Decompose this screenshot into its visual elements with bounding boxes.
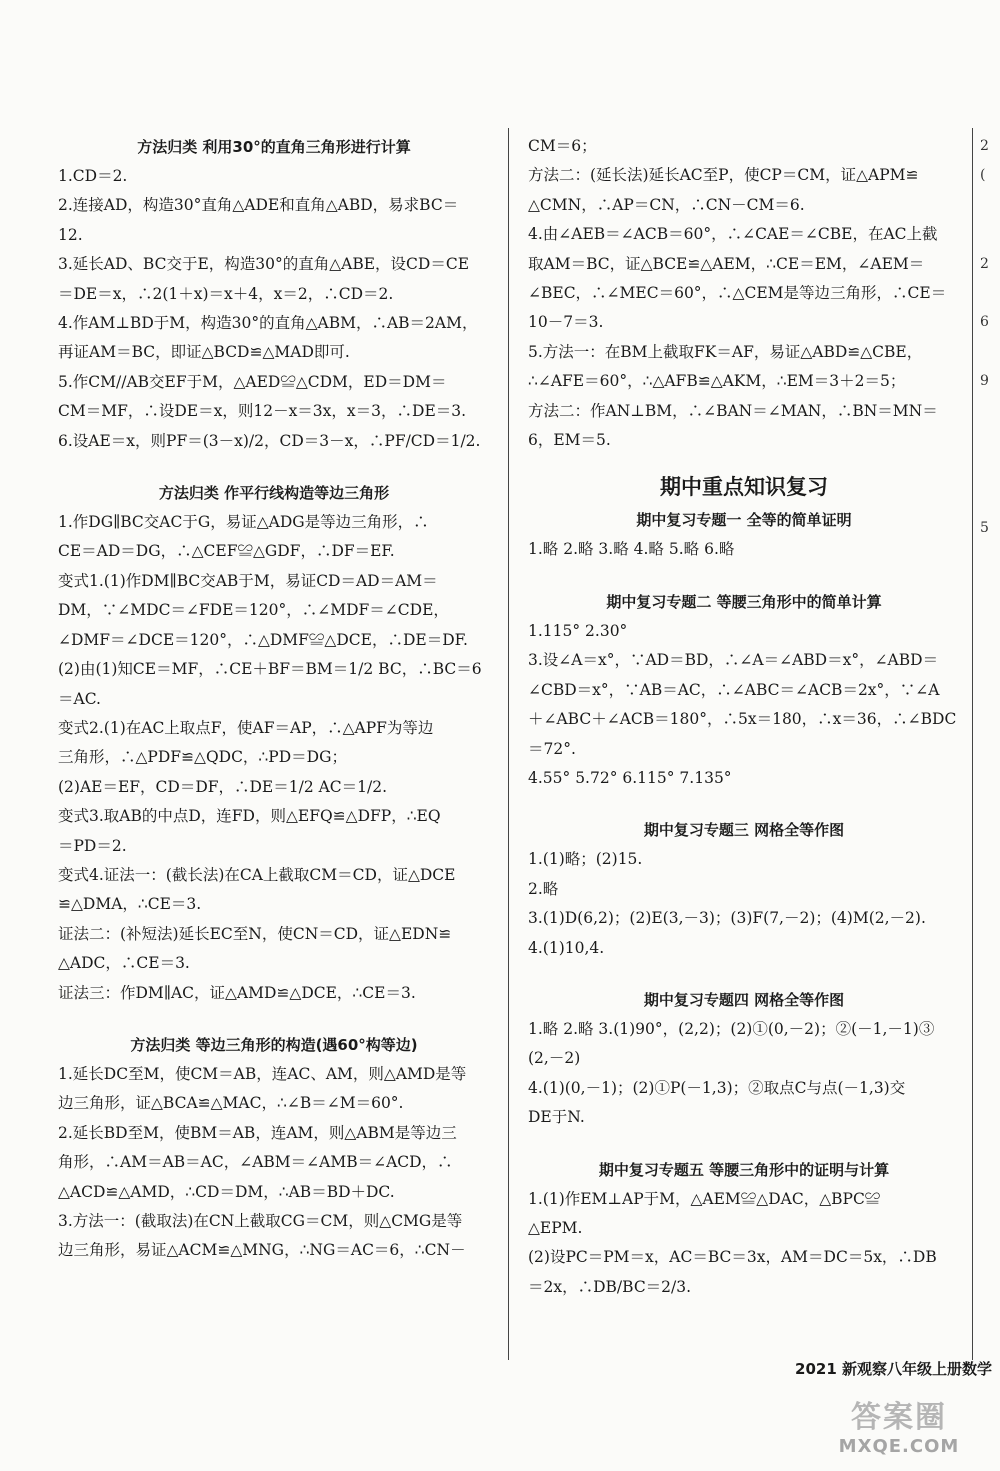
watermark-title: 答案圈	[851, 1400, 947, 1435]
answer-line: ＝PD＝2.	[58, 836, 127, 855]
spacer	[528, 1133, 960, 1155]
right-edge-divider	[972, 128, 973, 1360]
spacer	[528, 963, 960, 985]
edge-char	[980, 573, 1000, 602]
answer-line: 2.略	[528, 879, 559, 898]
answer-line: 证法二：(补短法)延长EC至N，使CN＝CD，证△EDN≌	[58, 924, 452, 943]
answer-line: 变式2.(1)在AC上取点F，使AF＝AP，∴△APF为等边	[58, 718, 434, 737]
answer-line: △ADC，∴CE＝3.	[58, 954, 190, 973]
edge-char: 2	[980, 138, 989, 154]
answer-line: 5.作CM//AB交EF于M，△AED≌△CDM，ED＝DM＝	[58, 372, 447, 391]
answer-line: 再证AM＝BC，即证△BCD≌△MAD即可.	[58, 343, 350, 362]
edge-char	[980, 338, 1000, 367]
answer-line: 5.方法一：在BM上截取FK＝AF，易证△ABD≌△CBE，	[528, 342, 923, 361]
answer-line: ∴∠AFE＝60°，∴△AFB≌△AKM，∴EM＝3＋2＝5；	[528, 372, 906, 391]
edge-char: 9	[980, 373, 989, 390]
answer-line: 1.(1)作EM⊥AP于M，△AEM≌△DAC，△BPC≌	[528, 1189, 881, 1208]
watermark-logo	[814, 1392, 984, 1462]
answer-line: (2)由(1)知CE＝MF，∴CE＋BF＝BM＝1/2 BC，∴BC＝6	[58, 660, 482, 679]
answer-line: 1.CD＝2.	[58, 167, 128, 185]
answer-line: 4.由∠AEB＝∠ACB＝60°，∴∠CAE＝∠CBE，在AC上截	[528, 225, 938, 244]
answer-line: 变式3.取AB的中点D，连FD，则△EFQ≌△DFP，∴EQ	[58, 807, 441, 826]
edge-char: 5	[980, 520, 989, 537]
right-column	[528, 132, 960, 1302]
answer-line: CM＝MF，∴设DE＝x，则12－x＝3x，x＝3，∴DE＝3.	[58, 402, 467, 421]
answer-line: 三角形，∴△PDF≌△QDC，∴PD＝DG；	[58, 748, 347, 767]
spacer	[528, 565, 960, 587]
answer-line: 4.55° 5.72° 6.115° 7.135°	[528, 768, 732, 787]
answer-line: 12.	[58, 225, 83, 244]
answer-line: DM，∵∠MDC＝∠FDE＝120°，∴∠MDF＝∠CDE，	[58, 601, 449, 620]
method-heading: 期中复习专题四 网格全等作图	[643, 990, 845, 1009]
answer-line: ＝AC.	[58, 689, 101, 708]
answer-line: ∠DMF＝∠DCE＝120°，∴△DMF≌△DCE，∴DE＝DF.	[58, 630, 468, 649]
answer-line: 3.(1)D(6,2)；(2)E(3,－3)；(3)F(7,－2)；(4)M(2,－2).	[528, 909, 926, 928]
answer-line: (2)设PC＝PM＝x，AC＝BC＝3x，AM＝DC＝5x，∴DB	[528, 1248, 937, 1267]
answer-line: 变式4.证法一：(截长法)在CA上截取CM＝CD，证△DCE	[58, 865, 456, 884]
answer-line: CM＝6；	[528, 137, 597, 155]
answer-line: 1.115° 2.30°	[528, 621, 628, 640]
answer-line: (2)AE＝EF，CD＝DF，∴DE＝1/2 AC＝1/2.	[58, 777, 388, 796]
method-heading: 方法归类 利用30°的直角三角形进行计算	[137, 138, 411, 156]
left-column	[58, 132, 490, 1266]
answer-line: 3.方法一：(截取法)在CN上截取CG＝CM，则△CMG是等	[58, 1212, 463, 1230]
method-heading: 期中复习专题五 等腰三角形中的证明与计算	[598, 1160, 890, 1179]
answer-line: 1.延长DC至M，使CM＝AB，连AC、AM，则△AMD是等	[58, 1064, 467, 1083]
answer-line: 4.(1)(0,－1)；(2)①P(－1,3)；②取点C与点(－1,3)交	[528, 1078, 906, 1097]
answer-line: 6.设AE＝x，则PF＝(3－x)/2，CD＝3－x，∴PF/CD＝1/2.	[58, 431, 481, 450]
method-heading: 期中复习专题一 全等的简单证明	[636, 511, 852, 530]
answer-line: 3.设∠A＝x°，∵AD＝BD，∴∠A＝∠ABD＝x°，∠ABD＝	[528, 651, 939, 670]
edge-char	[980, 485, 1000, 514]
answer-line: 边三角形，易证△ACM≌△MNG，∴NG＝AC＝6，∴CN－	[58, 1241, 466, 1260]
answer-line: (2,－2)	[528, 1049, 581, 1068]
edge-char	[980, 397, 1000, 426]
answer-line: 4.(1)10,4.	[528, 938, 605, 957]
answer-line: ＝72°.	[528, 739, 576, 758]
edge-char	[980, 191, 1000, 220]
answer-line: ∠CBD＝x°，∵AB＝AC，∴∠ABC＝∠ACB＝2x°，∵∠A	[528, 680, 940, 699]
answer-line: 角形，∴AM＝AB＝AC，∠ABM＝∠AMB＝∠ACD，∴	[58, 1153, 453, 1172]
method-heading: 方法归类 作平行线构造等边三角形	[158, 484, 390, 503]
edge-char	[980, 602, 1000, 631]
answer-line: DE于N.	[528, 1108, 585, 1127]
answer-line: ≌△DMA，∴CE＝3.	[58, 895, 202, 914]
watermark-url: MXQE.COM	[838, 1436, 960, 1457]
method-heading: 期中复习专题三 网格全等作图	[643, 821, 845, 840]
spacer	[58, 456, 490, 478]
page-footer: 2021 新观察八年级上册数学	[795, 1360, 992, 1378]
answer-line: 4.作AM⊥BD于M，构造30°的直角△ABM，∴AB＝2AM，	[58, 314, 478, 333]
edge-char	[980, 279, 1000, 308]
method-heading: 期中复习专题二 等腰三角形中的简单计算	[606, 592, 882, 611]
edge-char: 2	[980, 255, 989, 272]
edge-char: (	[980, 167, 986, 184]
answer-line: 10－7＝3.	[528, 313, 604, 332]
answer-line: ＝DE＝x，∴2(1＋x)＝x＋4，x＝2，∴CD＝2.	[58, 284, 394, 303]
answer-line: 变式1.(1)作DM∥BC交AB于M，易证CD＝AD＝AM＝	[58, 571, 438, 590]
section-title: 期中重点知识复习	[660, 475, 828, 500]
answer-line: 2.延长BD至M，使BM＝AB，连AM，则△ABM是等边三	[58, 1123, 457, 1142]
spacer	[528, 793, 960, 815]
answer-line: ＋∠ABC＋∠ACB＝180°，∴5x＝180，∴x＝36，∴∠BDC	[528, 710, 957, 729]
spacer	[58, 1008, 490, 1030]
edge-char	[980, 426, 1000, 455]
answer-line: ∠BEC，∴∠MEC＝60°，∴△CEM是等边三角形，∴CE＝	[528, 284, 947, 303]
answer-line: ＝2x，∴DB/BC＝2/3.	[528, 1277, 692, 1296]
answer-line: 取AM＝BC，证△BCE≌△AEM，∴CE＝EM，∠AEM＝	[528, 254, 925, 273]
answer-line: △ACD≌△AMD，∴CD＝DM，∴AB＝BD＋DC.	[58, 1182, 395, 1201]
column-divider	[508, 128, 509, 1360]
answer-line: 方法二：作AN⊥BM，∴∠BAN＝∠MAN，∴BN＝MN＝	[528, 401, 938, 420]
method-heading: 方法归类 等边三角形的构造(遇60°构等边)	[130, 1035, 418, 1054]
answer-line: 边三角形，证△BCA≌△MAC，∴∠B＝∠M＝60°.	[58, 1094, 404, 1113]
answer-line: 1.作DG∥BC交AC于G，易证△ADG是等边三角形，∴	[58, 513, 429, 532]
answer-line: CE＝AD＝DG，∴△CEF≌△GDF，∴DF＝EF.	[58, 542, 395, 561]
edge-char	[980, 455, 1000, 484]
answer-line: 3.延长AD、BC交于E，构造30°的直角△ABE，设CD＝CE	[58, 255, 470, 274]
edge-char: 6	[980, 314, 989, 331]
answer-line: △CMN，∴AP＝CN，∴CN－CM＝6.	[528, 195, 805, 214]
answer-line: 1.略 2.略 3.(1)90°，(2,2)；(2)①(0,－2)；②(－1,－1)③	[528, 1019, 935, 1038]
answer-line: △EPM.	[528, 1218, 583, 1237]
edge-char	[980, 543, 1000, 572]
answer-line: 6，EM＝5.	[528, 431, 611, 450]
answer-line: 1.(1)略；(2)15.	[528, 850, 643, 869]
answer-line: 证法三：作DM∥AC，证△AMD≌△DCE，∴CE＝3.	[58, 983, 416, 1002]
cropped-next-page-edge	[980, 132, 1000, 632]
edge-char	[980, 220, 1000, 249]
answer-line: 2.连接AD，构造30°直角△ADE和直角△ABD，易求BC＝	[58, 196, 459, 215]
answer-line: 1.略 2.略 3.略 4.略 5.略 6.略	[528, 540, 735, 559]
answer-line: 方法二：(延长法)延长AC至P，使CP＝CM，证△APM≌	[528, 166, 919, 185]
